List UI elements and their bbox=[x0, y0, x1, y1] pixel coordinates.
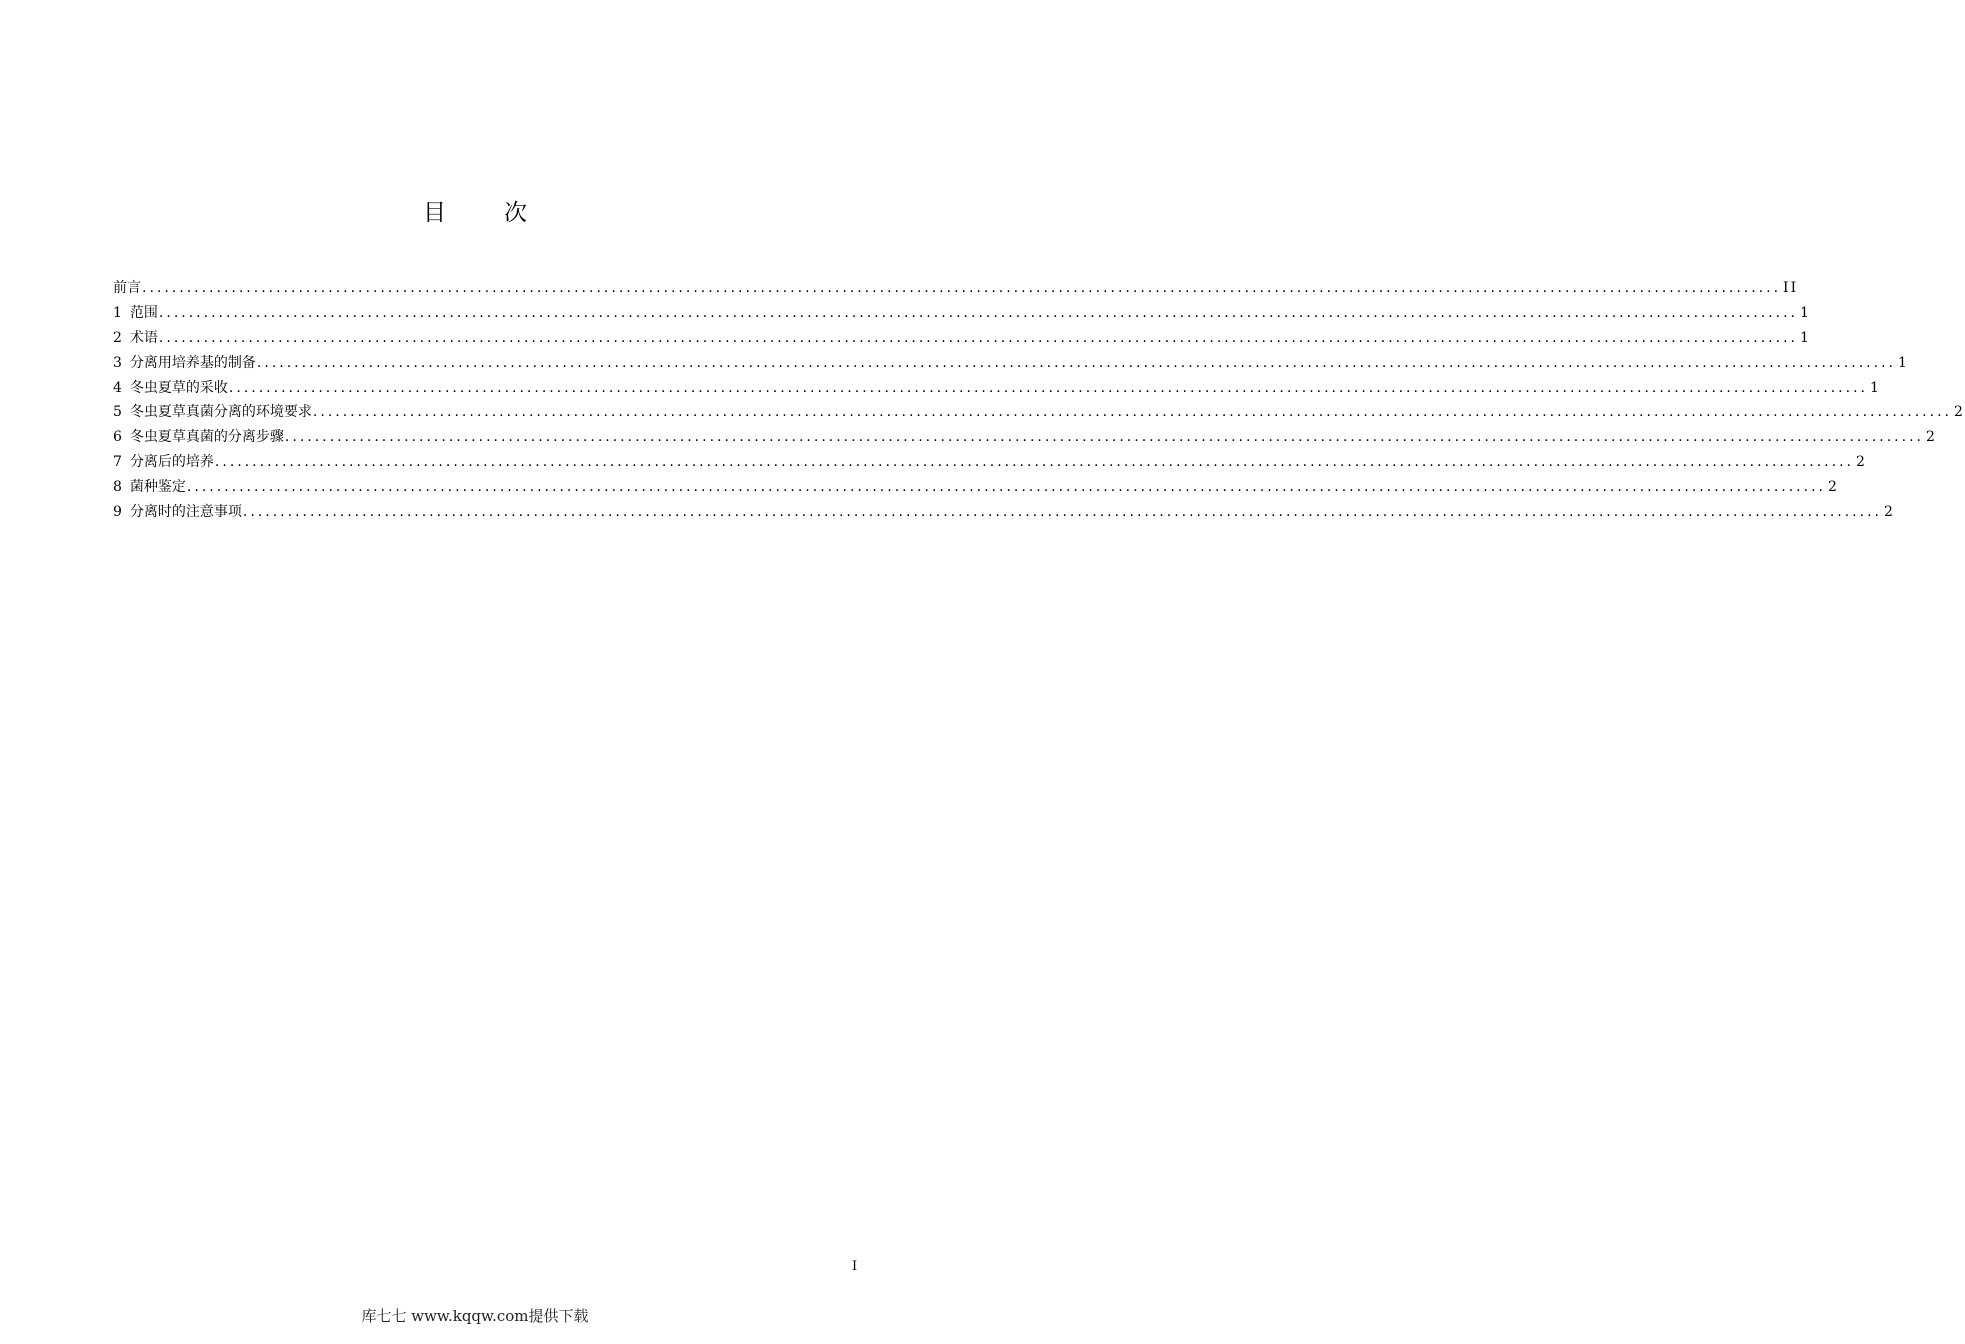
toc-entry-page: 1 bbox=[1799, 329, 1811, 346]
toc-leader-dots: ............................................................................................................................................................................................................................ bbox=[242, 504, 1882, 521]
toc-leader-dots: ............................................................................................................................................................................................................................ bbox=[214, 454, 1854, 471]
toc-entry-2[interactable] bbox=[113, 326, 1811, 351]
toc-entry-number: 9 bbox=[113, 504, 122, 521]
toc-leader-dots: ............................................................................................................................................................................................................................ bbox=[228, 379, 1868, 396]
toc-entry-page: 2 bbox=[1855, 454, 1867, 471]
toc-entry-title: 分离时的注意事项 bbox=[129, 504, 242, 521]
toc-entry-6[interactable] bbox=[113, 425, 1937, 450]
toc-entry-number: 6 bbox=[113, 429, 122, 446]
toc-entry-title: 分离用培养基的制备 bbox=[129, 354, 256, 371]
toc-entry-page: 1 bbox=[1869, 379, 1881, 396]
toc-entry-number: 4 bbox=[113, 379, 122, 396]
page-title: 目次 bbox=[423, 200, 585, 226]
toc-entry-page: 2 bbox=[1827, 479, 1839, 496]
toc-entry-9[interactable] bbox=[113, 500, 1895, 525]
toc-entry-title: 术语 bbox=[129, 329, 158, 346]
toc-entry-page: 1 bbox=[1897, 354, 1909, 371]
toc-leader-dots: ............................................................................................................................................................................................................................ bbox=[158, 304, 1798, 321]
toc-entry-title: 冬虫夏草的采收 bbox=[129, 379, 228, 396]
toc-entry-number: 5 bbox=[113, 404, 122, 421]
page-number: I bbox=[852, 1259, 858, 1274]
toc-entry-foreword[interactable] bbox=[113, 276, 1799, 301]
toc-entry-number: 2 bbox=[113, 329, 122, 346]
toc-entry-page: 2 bbox=[1925, 429, 1937, 446]
toc-entry-page: 1 bbox=[1799, 304, 1811, 321]
toc-leader-dots: ............................................................................................................................................................................................................................ bbox=[256, 354, 1896, 371]
toc-leader-dots: ............................................................................................................................................................................................................................ bbox=[186, 479, 1826, 496]
toc-entry-title: 分离后的培养 bbox=[129, 454, 214, 471]
toc-entry-title: 冬虫夏草真菌的分离步骤 bbox=[129, 429, 284, 446]
toc-leader-dots: ............................................................................................................................................................................................................................ bbox=[312, 404, 1952, 421]
toc-entry-8[interactable] bbox=[113, 475, 1839, 500]
table-of-contents bbox=[113, 276, 1965, 525]
toc-entry-title: 前言 bbox=[113, 280, 141, 296]
toc-entry-number: 1 bbox=[113, 304, 122, 321]
toc-entry-5[interactable] bbox=[113, 400, 1965, 425]
toc-leader-dots: ............................................................................................................................................................................................................................ bbox=[284, 429, 1924, 446]
toc-entry-title: 菌种鉴定 bbox=[129, 479, 186, 496]
toc-entry-title: 冬虫夏草真菌分离的环境要求 bbox=[129, 404, 312, 421]
toc-entry-3[interactable] bbox=[113, 351, 1909, 376]
toc-entry-7[interactable] bbox=[113, 450, 1867, 475]
toc-entry-page: 2 bbox=[1883, 504, 1895, 521]
toc-entry-page: II bbox=[1783, 280, 1799, 296]
toc-entry-number: 8 bbox=[113, 479, 122, 496]
toc-leader-dots: ............................................................................................................................................................................................................................ bbox=[142, 280, 1782, 296]
toc-entry-number: 7 bbox=[113, 454, 122, 471]
footer-download-note: 库七七 www.kqqw.com提供下载 bbox=[361, 1307, 589, 1325]
toc-leader-dots: ............................................................................................................................................................................................................................ bbox=[158, 329, 1798, 346]
toc-entry-number: 3 bbox=[113, 354, 122, 371]
toc-entry-4[interactable] bbox=[113, 376, 1881, 401]
toc-entry-page: 2 bbox=[1953, 404, 1965, 421]
toc-entry-title: 范围 bbox=[129, 304, 158, 321]
toc-entry-1[interactable] bbox=[113, 301, 1811, 326]
